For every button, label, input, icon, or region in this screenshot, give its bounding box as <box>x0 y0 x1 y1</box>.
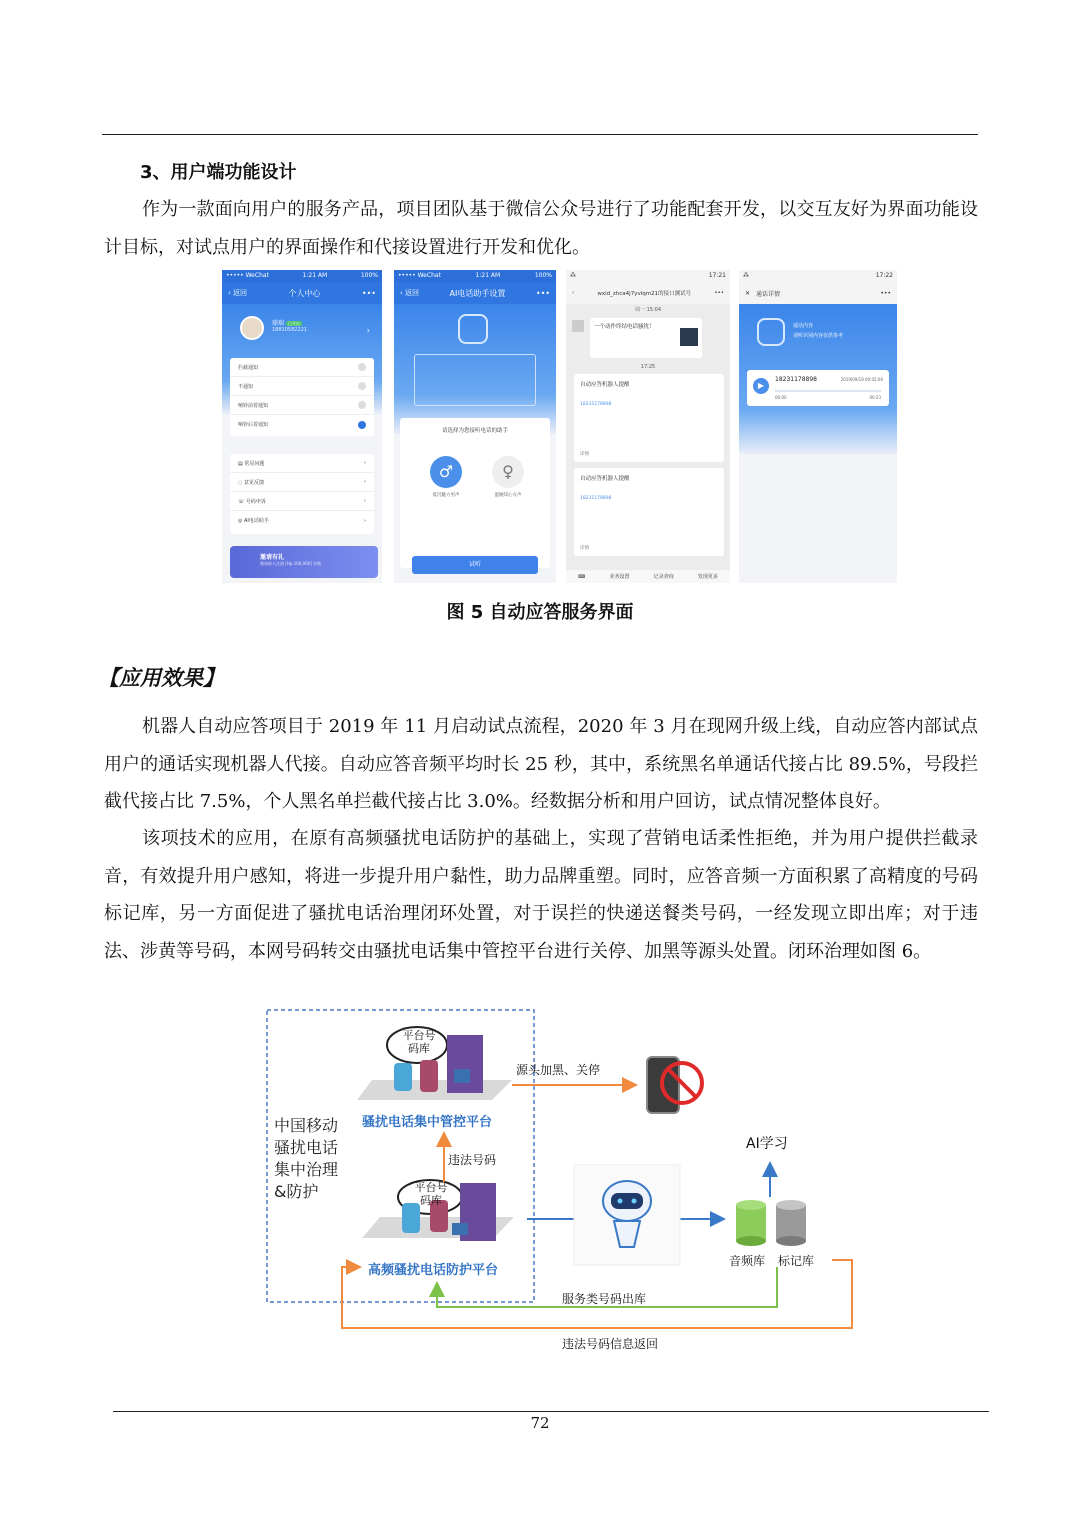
robot-icon <box>574 1165 680 1265</box>
menu-record-query[interactable]: 记录查询 <box>653 574 674 580</box>
avatar <box>572 320 584 332</box>
effect-paragraph-2: 该项技术的应用，在原有高频骚扰电话防护的基础上，实现了营销电话柔性拒绝，并为用户提供拦截录音，有效提升用户感知，将进一步提升用户黏性，助力品牌重塑。同时，应答音频一方面积累了高精度的号码标记库，另一方面促进了骚扰电话治理闭环处置，对于误拦的快递送餐类号码，一经发现立即出库；对于违法、涉黄等号码，本网号码转交由骚扰电话集中管控平台进行关停、加黑等源头处置。闭环治理如图 6。 <box>104 828 978 962</box>
screen-title: AI电话助手设置 <box>449 288 506 298</box>
message-card[interactable]: 自动应答机器人提醒 18231178898 详情 <box>574 468 724 556</box>
effect-paragraph-1: 机器人自动应答项目于 2019 年 11 月启动试点流程，2020 年 3 月在现网升级上线，自动应答内部试点用户的通话实现机器人代接。自动应答音频平均时长 25 秒，其中，系统黑名单通话代接占比 89.5%，号段拦截代接占比 7.5%，个人黑名单拦截代接占比 3.0%。经数据分析和用户回访，试点情况整体良好。 <box>104 716 978 812</box>
menu-item[interactable]: ◎ AI电话助手 › <box>238 517 366 524</box>
user-name: 鼎瑞 <box>272 320 285 327</box>
user-phone: 18810582221 <box>272 327 307 333</box>
menu-item[interactable]: ☏ 号码申诉 › <box>230 492 374 511</box>
governance-diagram <box>262 1005 862 1360</box>
cloud-label-bottom: 平台号码库 <box>414 1181 448 1207</box>
menu-discover-more[interactable]: 发现更多 <box>697 574 718 580</box>
more-icon[interactable]: ••• <box>880 289 891 297</box>
bottom-menu <box>566 570 730 583</box>
promo-message[interactable]: 一个动作终结电话骚扰！ <box>590 318 702 358</box>
screen-title: 通话详情 <box>756 290 781 298</box>
screenshot-wechat-messages: ⁂ 17:21 ‹ wxid_zhca4j7yvlqm21的接口测试号 ••• 周一 15:04 一个动作终结电话骚扰！ 17:25 自动应答机器人提醒 18231178898 详情 自动应答机器人提醒 18231178898 详情 ⌨ 业务设置 记录查询 发现更多 <box>566 270 730 583</box>
setting-row[interactable]: 拦截通知 <box>230 358 374 377</box>
footer-rule <box>113 1411 989 1412</box>
screenshot-ai-assistant-settings: ••••• WeChat 1:21 AM 100% ‹ 返回 AI电话助手设置 ••• 请选择为您接听电话的助手 ♂ ♀ 低沉魅力男声 温婉知心女声 试听 <box>394 270 556 583</box>
setting-row[interactable]: 响铃前着通知 <box>230 396 374 415</box>
voice-choice-card: 请选择为您接听电话的助手 ♂ ♀ 低沉魅力男声 温婉知心女声 <box>400 418 550 568</box>
robot-icon <box>458 314 488 344</box>
back-button[interactable]: ‹ <box>572 290 575 296</box>
setting-row[interactable]: 不通知 <box>230 377 374 396</box>
radio-icon <box>358 382 366 390</box>
chevron-right-icon: › <box>364 460 366 466</box>
ai-learn-label: AI学习 <box>746 1136 788 1152</box>
illegal-number-label: 违法号码 <box>448 1153 497 1167</box>
status-badge: 已开启 <box>287 321 300 326</box>
more-icon[interactable]: ••• <box>361 288 376 298</box>
male-voice-option[interactable]: ♂ <box>430 456 462 488</box>
back-button[interactable]: ‹ 返回 <box>228 289 248 297</box>
screen-title: wxid_zhca4j7yvlqm21的接口测试号 <box>597 291 692 297</box>
promo-thumbnail <box>680 328 698 346</box>
screenshot-personal-center: ••••• WeChat 1:21 AM 100% ‹ 返回 个人中心 ••• 鼎瑞 已开启 18810582221 › 拦截通知 不通知 响铃前着通知 响铃后着通知 ▤ 常见问题 › ◌ 意见反馈 › ☏ 号码申诉 › ◎ AI电话助手 › 邀请有礼 邀请新人注册 [Hp 100,000] 实物 <box>222 270 382 583</box>
more-icon[interactable]: ••• <box>714 290 724 296</box>
governance-label: 中国移动 骚扰电话 集中治理 &防护 <box>274 1116 339 1201</box>
setting-row[interactable]: 响铃后着通知 <box>230 415 374 434</box>
mark-db-icon <box>776 1200 806 1246</box>
try-listen-button[interactable]: 试听 <box>412 556 538 574</box>
chevron-right-icon: › <box>364 479 366 485</box>
blacklist-label: 源头加黑、关停 <box>516 1063 601 1077</box>
menu-item[interactable]: ◌ 意见反馈 › <box>230 473 374 492</box>
menu-business-settings[interactable]: 业务设置 <box>609 574 630 580</box>
settings-card <box>230 358 374 436</box>
cloud-label-top: 平台号码库 <box>402 1029 436 1055</box>
chevron-right-icon: › <box>364 498 366 504</box>
play-icon[interactable]: ▶ <box>753 378 769 394</box>
robot-icon <box>757 318 785 346</box>
female-voice-option[interactable]: ♀ <box>492 456 524 488</box>
back-button[interactable]: ‹ 返回 <box>400 289 420 297</box>
invite-banner[interactable]: 邀请有礼 邀请新人注册 [Hp 100,000] 实物 <box>230 546 378 578</box>
page-number: 72 <box>530 1414 550 1432</box>
intro-box <box>414 354 536 406</box>
audio-player: ▶ 18231178898 2019/09/18 00:02:00 00:00 00:23 <box>747 370 889 406</box>
menu-list <box>230 454 374 534</box>
subsection-heading: 3、用户端功能设计 <box>140 162 297 183</box>
close-icon[interactable]: ✕ <box>745 289 751 297</box>
progress-track[interactable] <box>775 390 881 392</box>
audio-db-icon <box>736 1200 766 1246</box>
screen-title: 个人中心 <box>288 288 321 298</box>
chevron-right-icon: › <box>364 517 366 524</box>
keyboard-icon[interactable]: ⌨ <box>578 573 586 580</box>
check-icon <box>358 421 366 429</box>
mark-db-label: 标记库 <box>778 1254 815 1268</box>
bottom-platform-label: 高频骚扰电话防护平台 <box>368 1263 499 1278</box>
audio-db-label: 音频库 <box>729 1254 766 1268</box>
screenshot-call-detail: ⁂ 17:22 ✕ 通话详情 ••• 通话内容 请听识别内容仅供参考 ▶ 18231178898 2019/09/18 00:02:00 00:00 00:23 <box>739 270 897 583</box>
section-title: 【应用效果】 <box>98 666 224 690</box>
intro-paragraph: 作为一款面向用户的服务产品，项目团队基于微信公众号进行了功能配套开发，以交互友好为界面功能设计目标，对试点用户的界面操作和代接设置进行开发和优化。 <box>104 199 978 258</box>
more-icon[interactable]: ••• <box>535 288 550 298</box>
figure-5-caption: 图 5 自动应答服务界面 <box>446 602 634 623</box>
message-card[interactable]: 自动应答机器人提醒 18231178898 详情 <box>574 374 724 462</box>
menu-item[interactable]: ▤ 常见问题 › <box>230 454 374 473</box>
avatar <box>240 316 264 340</box>
top-platform-label: 骚扰电话集中管控平台 <box>362 1115 493 1130</box>
radio-icon <box>358 363 366 371</box>
service-out-label: 服务类号码出库 <box>562 1292 647 1306</box>
chevron-right-icon: › <box>366 326 370 335</box>
radio-icon <box>358 401 366 409</box>
header-rule <box>102 134 978 135</box>
illegal-return-label: 违法号码信息返回 <box>562 1337 659 1351</box>
